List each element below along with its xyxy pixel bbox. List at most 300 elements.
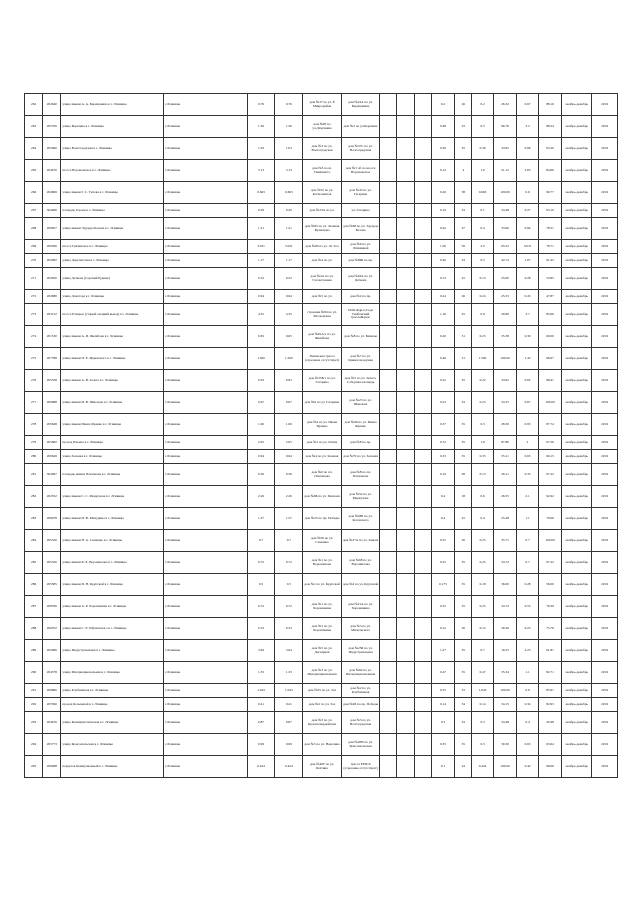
cell-start-point: дом №37 по ул. 8 Микрорайон [303, 94, 342, 116]
cell-road-code: 206860 [43, 684, 61, 698]
cell-length-surveyed: 0.663 [275, 182, 303, 204]
cell-road-code: 201530 [43, 326, 61, 348]
roads-table-sheet [24, 93, 618, 778]
cell-value-3: 0.2 [472, 94, 493, 116]
cell-road-name: улица имени П. Е. Жуковского в г. Лгивицы [61, 348, 164, 370]
cell-row-number: 291 [25, 684, 43, 698]
cell-road-code: 205320 [43, 530, 61, 552]
cell-work-year: 2019 [592, 182, 618, 204]
cell-value-5: 0.45 [517, 290, 538, 304]
cell-road-name: улица имени Ивана Франко в г. Лгивицы [61, 414, 164, 436]
cell-value-1: 0.47 [431, 662, 455, 684]
cell-empty-col-1 [380, 698, 397, 712]
cell-length-surveyed: 0.7 [275, 530, 303, 552]
cell-empty-col-1 [380, 240, 397, 254]
cell-value-2: 36 [455, 618, 472, 640]
cell-length-total: 0.94 [247, 450, 275, 464]
cell-settlement: г.Лгивицы [164, 450, 247, 464]
cell-road-name: улица имени А. В. Зелега в г. Лгивицы [61, 370, 164, 392]
cell-value-1: 0.25 [431, 530, 455, 552]
table-row [25, 290, 618, 304]
table-row [25, 464, 618, 486]
cell-length-total: 1.33 [247, 662, 275, 684]
cell-value-6: 56.00 [538, 574, 562, 596]
cell-value-1: 0.33 [431, 450, 455, 464]
cell-work-period: ноябрь-декабрь [562, 204, 592, 218]
cell-length-surveyed: 0.33 [275, 618, 303, 640]
cell-empty-col-1 [380, 574, 397, 596]
cell-empty-col-3 [414, 530, 431, 552]
cell-empty-col-3 [414, 254, 431, 268]
cell-work-period: ноябрь-декабрь [562, 240, 592, 254]
cell-road-name: площадь Героев в г. Лгивицы [61, 204, 164, 218]
cell-value-2: 33 [455, 116, 472, 138]
cell-row-number: 282 [25, 486, 43, 508]
cell-value-2: 34 [455, 712, 472, 734]
cell-value-5: 0.96 [517, 138, 538, 160]
cell-road-code: 202066 [43, 640, 61, 662]
cell-value-3: 0.13 [472, 268, 493, 290]
cell-start-point: дом №5 по ул. Дегтярная [303, 640, 342, 662]
cell-value-6: 85.06 [538, 304, 562, 326]
cell-work-period: ноябрь-декабрь [562, 392, 592, 414]
cell-value-5: 2 [517, 436, 538, 450]
cell-road-code: 205648 [43, 414, 61, 436]
cell-road-name: улица имени Г. С. Титова в г. Лгивицы [61, 182, 164, 204]
cell-work-period: ноябрь-декабрь [562, 304, 592, 326]
cell-value-4: 34.48 [493, 712, 517, 734]
cell-settlement: г.Лгивицы [164, 436, 247, 450]
cell-empty-col-2 [397, 290, 414, 304]
cell-empty-col-3 [414, 414, 431, 436]
cell-value-5: 0.4 [517, 712, 538, 734]
cell-empty-col-2 [397, 640, 414, 662]
cell-settlement: г.Лгивицы [164, 508, 247, 530]
cell-empty-col-1 [380, 94, 397, 116]
cell-value-4: 25.53 [493, 290, 517, 304]
cell-work-period: ноябрь-декабрь [562, 370, 592, 392]
cell-value-6: 69.15 [538, 450, 562, 464]
cell-value-6: 97.22 [538, 464, 562, 486]
cell-value-1: 0.25 [431, 552, 455, 574]
cell-road-name: улица имени Н. А. Семашко в г. Лгивицы [61, 530, 164, 552]
cell-start-point: Уманьская трасса (отрезанка отсутствует) [303, 348, 342, 370]
cell-end-point: дом №64 по ул. Интернациональная [341, 662, 380, 684]
cell-work-period: ноябрь-декабрь [562, 436, 592, 450]
cell-empty-col-2 [397, 160, 414, 182]
cell-work-period: ноябрь-декабрь [562, 268, 592, 290]
cell-road-name: улица имени С. С. Меркулова в г. Лгивицы [61, 486, 164, 508]
cell-end-point: дом №68 по ул. Ворошилова [341, 552, 380, 574]
table-row [25, 450, 618, 464]
cell-start-point: дом №85 по ул. Зеленая Кузнецова [303, 218, 342, 240]
cell-end-point: дом №21А по ул. Хорошавина [341, 596, 380, 618]
cell-length-total: 0.41 [247, 698, 275, 712]
cell-empty-col-3 [414, 508, 431, 530]
cell-work-period: ноябрь-декабрь [562, 756, 592, 778]
cell-value-2: 31 [455, 348, 472, 370]
cell-value-1: 0.48 [431, 116, 455, 138]
cell-row-number: 276 [25, 370, 43, 392]
cell-value-2: 34 [455, 698, 472, 712]
table-row [25, 414, 618, 436]
cell-length-surveyed: 0.29 [275, 204, 303, 218]
cell-work-year: 2019 [592, 414, 618, 436]
cell-settlement: г.Лгивицы [164, 240, 247, 254]
cell-value-2: 37 [455, 218, 472, 240]
cell-empty-col-2 [397, 618, 414, 640]
cell-start-point: дом №3 по ш. Тимашисто [303, 160, 342, 182]
cell-work-period: ноябрь-декабрь [562, 618, 592, 640]
cell-start-point: дом №3 по ул. Красногвардейская [303, 712, 342, 734]
cell-road-code: 204378 [43, 662, 61, 684]
cell-value-1: 0.16 [431, 464, 455, 486]
cell-length-total: 0.36 [247, 464, 275, 486]
cell-start-point: дом №5 по ул. [303, 290, 342, 304]
cell-end-point: дом №68 по ул. Эдуарда Белова [341, 218, 380, 240]
cell-value-6: 85.91 [538, 684, 562, 698]
cell-work-period: ноябрь-декабрь [562, 254, 592, 268]
table-row [25, 218, 618, 240]
cell-road-name: улица Березина в г. Лгивицы [61, 116, 164, 138]
cell-work-year: 2019 [592, 370, 618, 392]
cell-value-5: 0.63 [517, 734, 538, 756]
cell-empty-col-2 [397, 436, 414, 450]
cell-value-2: 25 [455, 304, 472, 326]
cell-value-4: 26.55 [493, 486, 517, 508]
cell-work-year: 2019 [592, 712, 618, 734]
cell-value-4: 100.00 [493, 182, 517, 204]
cell-value-6: 61.81 [538, 640, 562, 662]
cell-value-2: 35 [455, 662, 472, 684]
cell-work-period: ноябрь-декабрь [562, 486, 592, 508]
cell-start-point: дом №52 по ул. Космонавтов [303, 182, 342, 204]
cell-value-5: 0.93 [517, 414, 538, 436]
cell-work-year: 2019 [592, 618, 618, 640]
cell-settlement: г.Лгивицы [164, 596, 247, 618]
cell-empty-col-1 [380, 530, 397, 552]
cell-value-4: 65.52 [493, 240, 517, 254]
cell-value-6: 96.67 [538, 348, 562, 370]
cell-work-period: ноябрь-декабрь [562, 530, 592, 552]
cell-empty-col-1 [380, 618, 397, 640]
table-row [25, 618, 618, 640]
cell-value-5: 0.55 [517, 596, 538, 618]
cell-start-point: дом №2 по ул. Ивана Франко [303, 414, 342, 436]
cell-row-number: 266 [25, 182, 43, 204]
cell-work-period: ноябрь-декабрь [562, 596, 592, 618]
cell-value-1: 0.42 [431, 218, 455, 240]
cell-value-1: 0.14 [431, 698, 455, 712]
cell-length-total: 0.72 [247, 552, 275, 574]
cell-value-6: 82.93 [538, 698, 562, 712]
cell-length-surveyed: 4.35 [275, 304, 303, 326]
cell-empty-col-3 [414, 486, 431, 508]
cell-value-6: 100.00 [538, 392, 562, 414]
cell-end-point: дом №37С по ул. Волгоградская [341, 138, 380, 160]
cell-value-2: 18 [455, 486, 472, 508]
cell-road-code: 207788 [43, 348, 61, 370]
cell-value-5: 0.6 [517, 182, 538, 204]
cell-empty-col-1 [380, 436, 397, 450]
cell-value-2: 35 [455, 552, 472, 574]
cell-value-2: 26 [455, 290, 472, 304]
cell-empty-col-2 [397, 304, 414, 326]
cell-value-1: 0.12 [431, 618, 455, 640]
cell-row-number: 272 [25, 290, 43, 304]
cell-empty-col-3 [414, 596, 431, 618]
cell-value-4: 34.72 [493, 552, 517, 574]
cell-road-code: 204676 [43, 712, 61, 734]
cell-length-surveyed: 1.043 [275, 684, 303, 698]
cell-value-4: 36.36 [493, 618, 517, 640]
cell-start-point: дом №4 по ул. Зеленая [303, 450, 342, 464]
cell-value-3: 0.25 [472, 596, 493, 618]
cell-empty-col-1 [380, 734, 397, 756]
cell-road-name: улица Клубничная в г. Лгивицы [61, 684, 164, 698]
cell-value-6: 90.77 [538, 182, 562, 204]
cell-empty-col-1 [380, 204, 397, 218]
cell-empty-col-1 [380, 414, 397, 436]
cell-length-total: 0.7 [247, 530, 275, 552]
cell-empty-col-2 [397, 204, 414, 218]
cell-road-code: 304097 [43, 464, 61, 486]
cell-row-number: 277 [25, 392, 43, 414]
cell-value-4: 20.69 [493, 304, 517, 326]
cell-value-3: 1.500 [472, 348, 493, 370]
cell-road-code: 205682 [43, 436, 61, 450]
cell-work-period: ноябрь-декабрь [562, 508, 592, 530]
cell-start-point: дом №56 по ул. Семашко [303, 530, 342, 552]
cell-empty-col-1 [380, 268, 397, 290]
cell-row-number: 285 [25, 552, 43, 574]
cell-empty-col-2 [397, 370, 414, 392]
cell-settlement: г.Лгивицы [164, 94, 247, 116]
table-row [25, 204, 618, 218]
cell-value-2: 34 [455, 204, 472, 218]
cell-empty-col-2 [397, 574, 414, 596]
cell-empty-col-1 [380, 640, 397, 662]
cell-empty-col-1 [380, 684, 397, 698]
cell-empty-col-2 [397, 552, 414, 574]
cell-value-1: 1.27 [431, 640, 455, 662]
cell-value-1: 0.35 [431, 684, 455, 698]
cell-empty-col-3 [414, 290, 431, 304]
cell-row-number: 292 [25, 698, 43, 712]
cell-empty-col-2 [397, 486, 414, 508]
cell-value-4: 36.00 [493, 574, 517, 596]
cell-row-number: 271 [25, 268, 43, 290]
cell-empty-col-1 [380, 662, 397, 684]
cell-work-period: ноябрь-декабрь [562, 138, 592, 160]
cell-empty-col-3 [414, 698, 431, 712]
table-row [25, 684, 618, 698]
cell-work-period: ноябрь-декабрь [562, 574, 592, 596]
cell-end-point: ООО &quot;Съде Тамбовский трассы&quot; [341, 304, 380, 326]
cell-value-3: 0.3 [472, 712, 493, 734]
cell-empty-col-2 [397, 508, 414, 530]
cell-end-point: дом №8 по пр. [341, 436, 380, 450]
cell-value-3: 0.4 [472, 508, 493, 530]
cell-settlement: г.Лгивицы [164, 138, 247, 160]
cell-row-number: 289 [25, 640, 43, 662]
cell-value-6: 60.00 [538, 326, 562, 348]
cell-row-number: 274 [25, 326, 43, 348]
cell-row-number: 264 [25, 138, 43, 160]
cell-work-period: ноябрь-декабрь [562, 94, 592, 116]
cell-empty-col-2 [397, 684, 414, 698]
cell-row-number: 269 [25, 240, 43, 254]
cell-end-point: дом №5 по ул. Волгоградская [341, 712, 380, 734]
cell-value-4: 100.00 [493, 756, 517, 778]
cell-value-6: 84.66 [538, 160, 562, 182]
cell-work-year: 2019 [592, 268, 618, 290]
cell-row-number: 288 [25, 618, 43, 640]
cell-value-2: 25 [455, 268, 472, 290]
cell-road-code: 204070 [43, 160, 61, 182]
cell-end-point: дом №22А по ул. Берещанина [341, 94, 380, 116]
cell-value-3: 0.12 [472, 618, 493, 640]
cell-empty-col-3 [414, 756, 431, 778]
cell-value-5: 0.67 [517, 94, 538, 116]
cell-length-surveyed: 0.72 [275, 552, 303, 574]
cell-work-period: ноябрь-декабрь [562, 326, 592, 348]
table-row [25, 756, 618, 778]
cell-value-2: 35 [455, 414, 472, 436]
cell-length-total: 0.72 [247, 596, 275, 618]
table-row [25, 94, 618, 116]
cell-value-1: 0.72 [431, 436, 455, 450]
cell-work-period: ноябрь-декабрь [562, 552, 592, 574]
cell-value-4: 26.32 [493, 94, 517, 116]
cell-value-3: 0.1 [472, 204, 493, 218]
cell-end-point: дом №45 по ул. Гагарина [341, 182, 380, 204]
cell-road-name: улица Коммунистическая в г. Лгивицы [61, 712, 164, 734]
cell-value-5: 0.42 [517, 756, 538, 778]
cell-value-1: 0.36 [431, 138, 455, 160]
cell-value-4: 34.72 [493, 596, 517, 618]
cell-end-point: дом №40Н по ул. Комсомольская [341, 734, 380, 756]
cell-length-surveyed: 0.5 [275, 574, 303, 596]
cell-end-point: дом №25Б по ул. Индустриальная [341, 640, 380, 662]
cell-value-5: 0.94 [517, 218, 538, 240]
cell-value-4: 100.00 [493, 348, 517, 370]
cell-work-year: 2019 [592, 436, 618, 450]
cell-length-surveyed: 0.63 [275, 370, 303, 392]
table-row [25, 698, 618, 712]
cell-value-1: 0.4 [431, 486, 455, 508]
cell-road-name: улица имени И. В. Шмелова в г. Лгивицы [61, 392, 164, 414]
cell-work-year: 2019 [592, 530, 618, 552]
cell-settlement: г.Лгивицы [164, 618, 247, 640]
cell-road-name: улица имени Эдуарда Белова в г. Лгивицы [61, 218, 164, 240]
cell-road-code: 202640 [43, 94, 61, 116]
cell-value-1: 0.16 [431, 204, 455, 218]
cell-settlement: г.Лгивицы [164, 160, 247, 182]
cell-settlement: г.Лгивицы [164, 116, 247, 138]
cell-value-6: 97.22 [538, 552, 562, 574]
cell-value-6: 47.87 [538, 290, 562, 304]
cell-length-surveyed: 1.57 [275, 508, 303, 530]
cell-value-1: 0.46 [431, 348, 455, 370]
cell-row-number: 284 [25, 530, 43, 552]
cell-length-total: 3.64 [247, 640, 275, 662]
cell-value-5: 0.39 [517, 326, 538, 348]
cell-empty-col-3 [414, 348, 431, 370]
cell-road-name: шоссе Грязинское в г. Лгивицы [61, 240, 164, 254]
cell-value-4: 25.48 [493, 508, 517, 530]
cell-work-year: 2019 [592, 640, 618, 662]
cell-row-number: 294 [25, 734, 43, 756]
cell-work-year: 2019 [592, 684, 618, 698]
cell-length-surveyed: 0.94 [275, 450, 303, 464]
cell-value-3: 0.14 [472, 698, 493, 712]
cell-length-total: 1.21 [247, 218, 275, 240]
cell-empty-col-1 [380, 370, 397, 392]
cell-settlement: г.Лгивицы [164, 254, 247, 268]
cell-length-surveyed: 2.26 [275, 486, 303, 508]
cell-start-point: дом №3 по ул. Интернациональная [303, 662, 342, 684]
cell-value-3: 0.23 [472, 392, 493, 414]
cell-value-1: 0.13 [431, 268, 455, 290]
cell-value-5: 3.7 [517, 304, 538, 326]
cell-work-year: 2019 [592, 326, 618, 348]
table-row [25, 240, 618, 254]
cell-start-point: дом №4 по ул. [303, 254, 342, 268]
cell-work-year: 2019 [592, 450, 618, 464]
table-row [25, 712, 618, 734]
cell-length-surveyed: 1.33 [275, 662, 303, 684]
cell-road-code: 202680 [43, 290, 61, 304]
cell-length-surveyed: 0.99 [275, 734, 303, 756]
cell-value-4: 28.30 [493, 414, 517, 436]
cell-empty-col-3 [414, 552, 431, 574]
cell-length-total: 0.67 [247, 392, 275, 414]
cell-value-1: 0.35 [431, 734, 455, 756]
cell-row-number: 293 [25, 712, 43, 734]
cell-length-total: 4.35 [247, 304, 275, 326]
cell-start-point: дом №90 по ул. Лг. Зол [303, 240, 342, 254]
cell-value-2: 59 [455, 240, 472, 254]
cell-value-6: 93.10 [538, 204, 562, 218]
cell-empty-col-3 [414, 94, 431, 116]
table-row [25, 734, 618, 756]
cell-empty-col-3 [414, 574, 431, 596]
cell-settlement: г.Лгивицы [164, 182, 247, 204]
cell-value-5: 2.1 [517, 486, 538, 508]
cell-value-5: 0.9 [517, 684, 538, 698]
cell-end-point: дом №3 об по шоссе Воронежское [341, 160, 380, 182]
table-row [25, 486, 618, 508]
cell-row-number: 279 [25, 436, 43, 450]
table-row [25, 552, 618, 574]
cell-empty-col-3 [414, 464, 431, 486]
cell-row-number: 290 [25, 662, 43, 684]
table-row [25, 268, 618, 290]
cell-empty-col-3 [414, 160, 431, 182]
roads-table [24, 93, 618, 778]
cell-road-name: площадь имени Плеханова в г. Лгивицы [61, 464, 164, 486]
cell-work-year: 2019 [592, 698, 618, 712]
cell-road-name: шоссе Воронежское в г. Лгивицы [61, 160, 164, 182]
cell-value-3: 0.25 [472, 552, 493, 574]
cell-road-code: 206702 [43, 618, 61, 640]
cell-work-period: ноябрь-декабрь [562, 734, 592, 756]
cell-value-2: 35 [455, 734, 472, 756]
cell-empty-col-3 [414, 326, 431, 348]
cell-row-number: 295 [25, 756, 43, 778]
cell-value-4: 35.11 [493, 450, 517, 464]
